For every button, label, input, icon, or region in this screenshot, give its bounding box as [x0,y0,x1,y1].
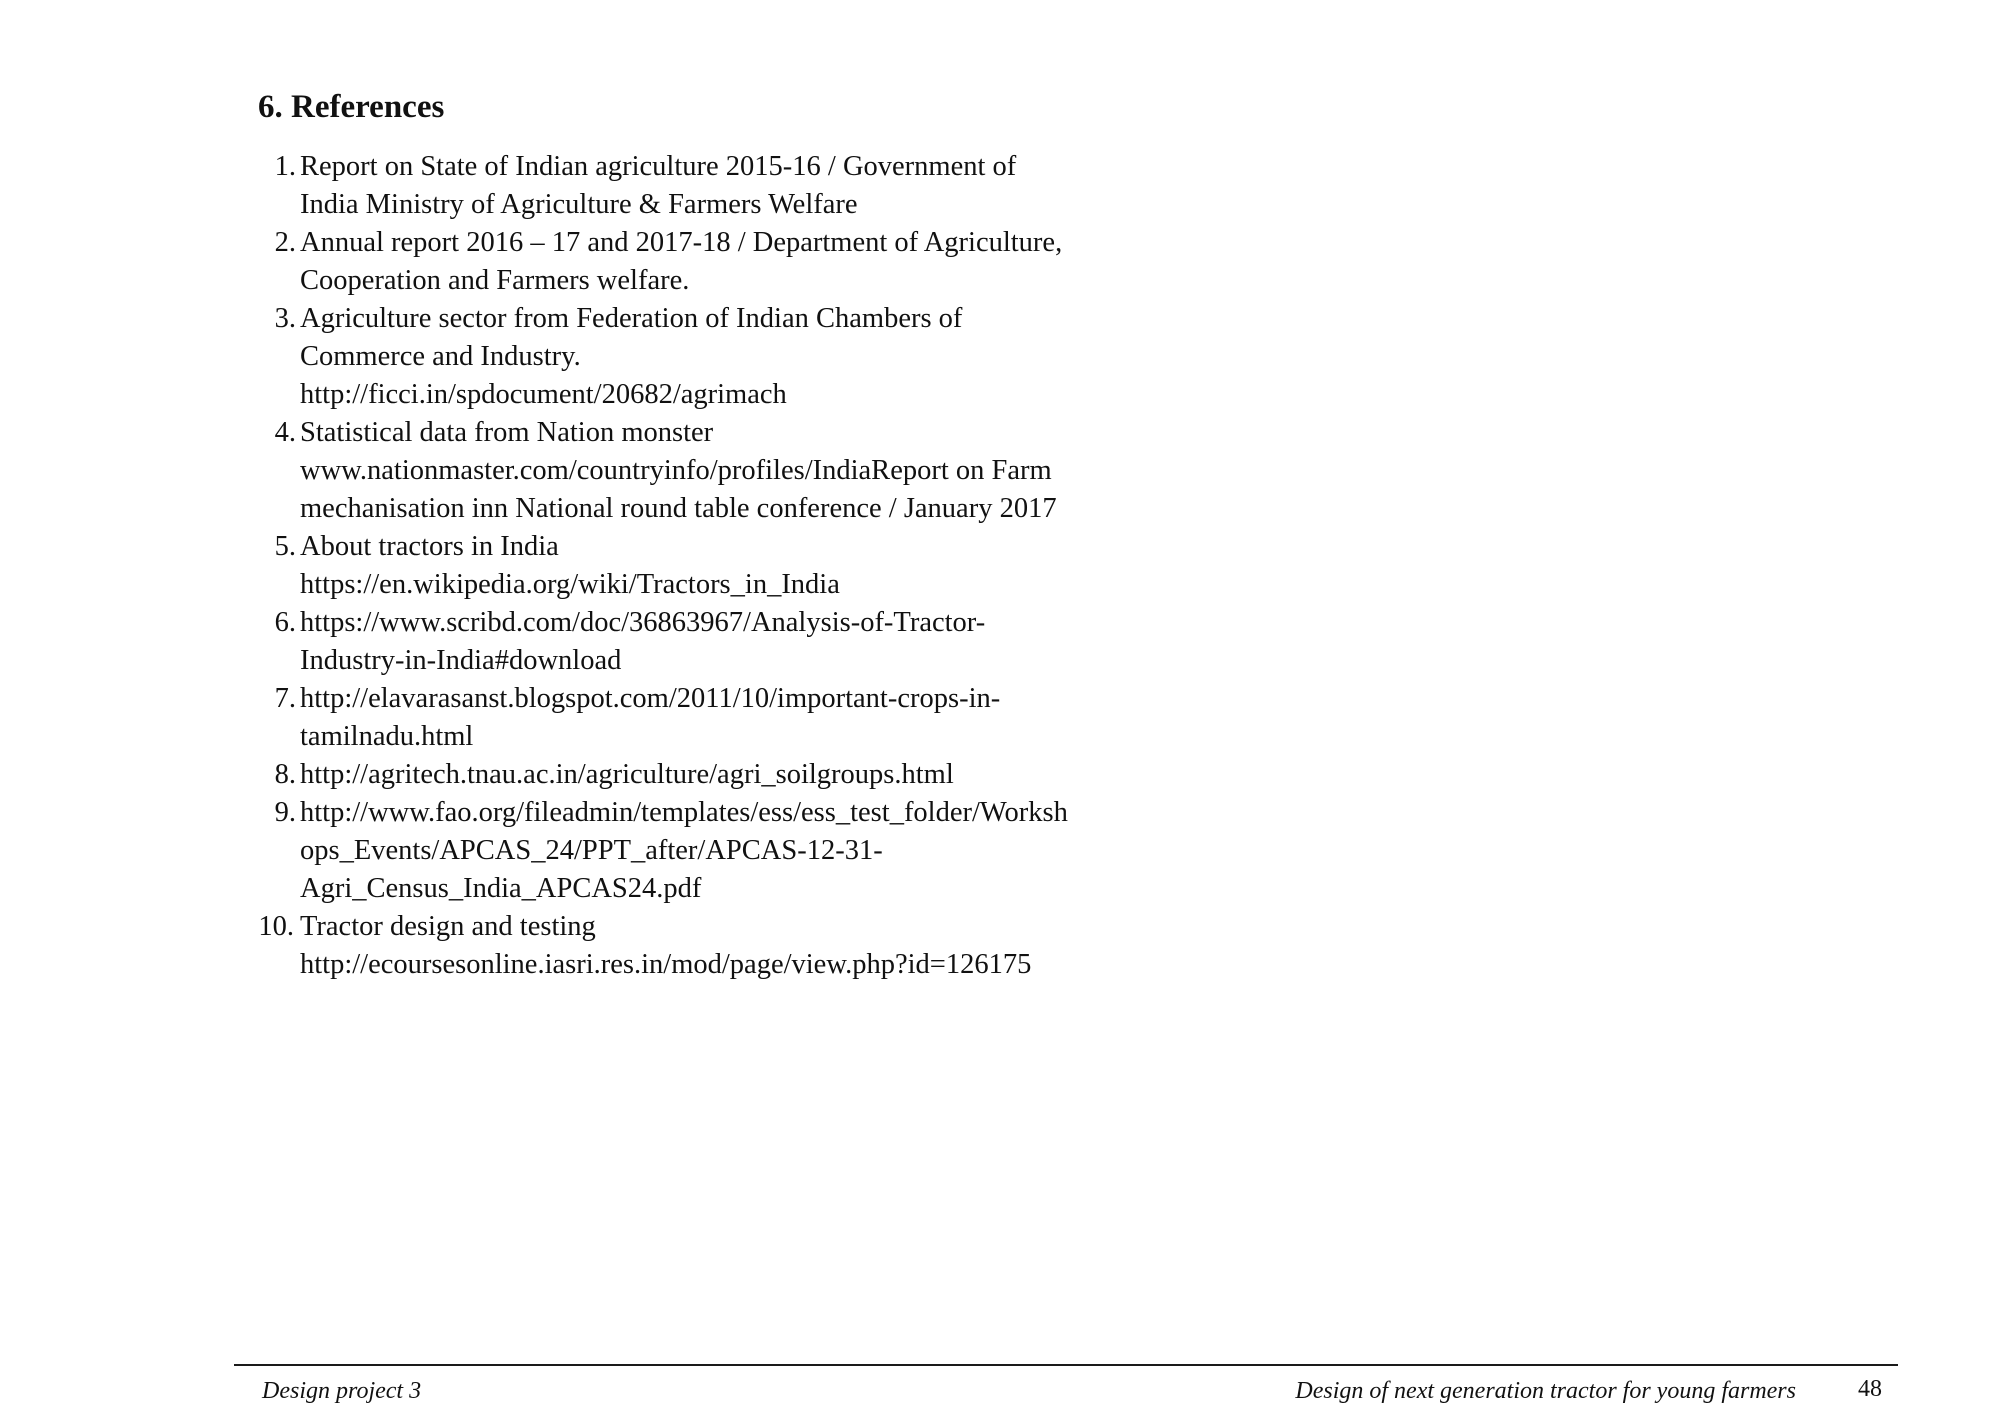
reference-text: Statistical data from Nation monster [300,417,714,448]
footer-divider [234,1364,1898,1366]
reference-text: Cooperation and Farmers welfare. [300,265,690,296]
reference-item [248,908,1168,984]
reference-number: 4. [274,417,296,448]
reference-link: http://elavarasanst.blogspot.com/2011/10/important-crops-in- [300,683,1001,714]
reference-item [248,300,1168,414]
reference-link: Agri_Census_India_APCAS24.pdf [300,873,702,904]
reference-number: 2. [274,227,296,258]
reference-item [248,528,1168,604]
reference-link: http://ecoursesonline.iasri.res.in/mod/page/view.php?id=126175 [300,949,1032,980]
reference-link: tamilnadu.html [300,721,474,752]
reference-link: https://www.scribd.com/doc/36863967/Analysis-of-Tractor- [300,607,986,638]
reference-text: Report on State of Indian agriculture 2015-16 / Government of [300,151,1017,182]
reference-item [248,604,1168,680]
reference-number: 9. [274,797,296,828]
reference-number: 8. [274,759,296,790]
reference-text: Agriculture sector from Federation of Indian Chambers of [300,303,963,334]
reference-item [248,224,1168,300]
reference-text: mechanisation inn National round table conference / January 2017 [300,493,1057,524]
reference-number: 6. [274,607,296,638]
reference-text: Annual report 2016 – 17 and 2017-18 / Department of Agriculture, [300,227,1063,258]
reference-item [248,414,1168,528]
footer-project-label: Design project 3 [262,1378,422,1404]
reference-link: https://en.wikipedia.org/wiki/Tractors_in_India [300,569,840,600]
reference-link: http://agritech.tnau.ac.in/agriculture/agri_soilgroups.html [300,759,954,790]
reference-text: India Ministry of Agriculture & Farmers Welfare [300,189,858,220]
footer-document-title: Design of next generation tractor for young farmers [1295,1378,1796,1404]
reference-item [248,148,1168,224]
reference-link: http://ficci.in/spdocument/20682/agrimach [300,379,787,410]
reference-link: Industry-in-India#download [300,645,622,676]
reference-text: Tractor design and testing [300,911,596,942]
reference-item [248,680,1168,756]
reference-item [248,756,1168,794]
page-number: 48 [1858,1376,1882,1402]
reference-link: http://www.fao.org/fileadmin/templates/ess/ess_test_folder/Worksh [300,797,1068,828]
reference-link: ops_Events/APCAS_24/PPT_after/APCAS-12-31- [300,835,883,866]
reference-number: 7. [274,683,296,714]
section-heading: 6. References [258,89,445,125]
reference-number: 5. [274,531,296,562]
references-list [248,148,1168,984]
reference-number: 1. [274,151,296,182]
reference-text: Commerce and Industry. [300,341,581,372]
reference-number: 3. [274,303,296,334]
reference-link: www.nationmaster.com/countryinfo/profiles/IndiaReport on Farm [300,455,1052,486]
reference-text: About tractors in India [300,531,559,562]
reference-number: 10. [258,911,294,942]
reference-item [248,794,1168,908]
